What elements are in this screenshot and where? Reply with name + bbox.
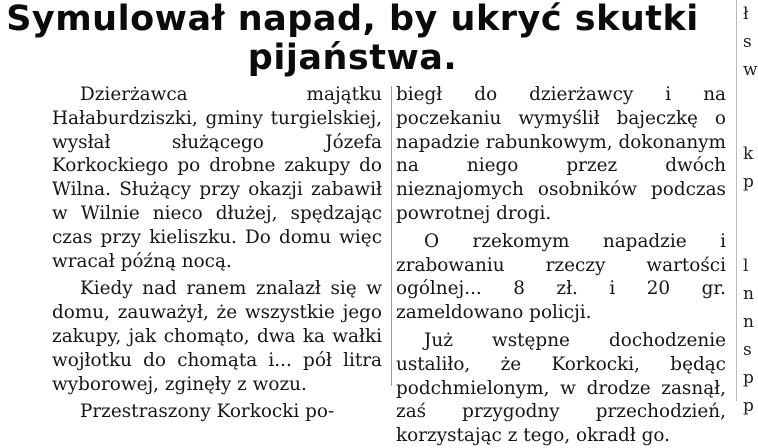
headline-line-1: Symulował napad, by ukryć skutki (6, 0, 699, 39)
article-headline (0, 0, 705, 78)
edge-letter: ł (743, 4, 749, 24)
edge-letter: s (743, 340, 752, 360)
edge-letter (743, 196, 758, 224)
edge-letter: p (743, 396, 754, 416)
edge-letter (743, 84, 758, 112)
edge-letter: n (743, 284, 754, 304)
edge-letter: k (743, 144, 754, 164)
paragraph: Już wstępne dochodzenie ustaliło, że Korkocki, będąc podchmielonym, w drodze zasnął, zaś przygodny przechodzień, korzystając z tego, okradł go. (396, 329, 726, 447)
edge-letter: p (743, 368, 754, 388)
edge-letter: s (743, 32, 752, 52)
edge-letter (743, 224, 758, 252)
edge-letter: w (743, 60, 758, 80)
article-column-left (52, 83, 382, 424)
edge-letter: n (743, 312, 754, 332)
paragraph: Kiedy nad ranem znalazł się w domu, zauważył, że wszystkie jego zakupy, jak chomąto, dwa ka wałki wojłotku do chomąta i... pół litra wyborowej, zginęły z wozu. (52, 278, 382, 395)
article-column-right (396, 83, 726, 448)
adjacent-column-fragment (736, 0, 758, 416)
edge-letter (743, 112, 758, 140)
headline-line-2: pijaństwa. (247, 38, 458, 78)
edge-letter: p (743, 172, 754, 192)
edge-letter: l (743, 256, 749, 276)
paragraph: O rzekomym napadzie i zrabowaniu rzeczy wartości ogólnej... 8 zł. i 20 gr. zameldowano policji. (396, 230, 726, 324)
column-divider (391, 86, 392, 386)
paragraph: Przestraszony Korkocki po- (80, 401, 335, 423)
paragraph: biegł do dzierżawcy i na poczekaniu wymyślił bajeczkę o napadzie rabunkowym, dokonanym na niego przez dwóch nieznajomych osobników podczas powrotnej drogi. (396, 84, 726, 224)
paragraph: Dzierżawca majątku Hałaburdziszki, gminy turgielskiej, wysłał służącego Józefa Korkockiego po drobne zakupy do Wilna. Służący przy okazji zabawił w Wilnie nieco dłużej, spędzając czas przy kieliszku. Do domu więc wracał późną nocą. (52, 84, 382, 272)
